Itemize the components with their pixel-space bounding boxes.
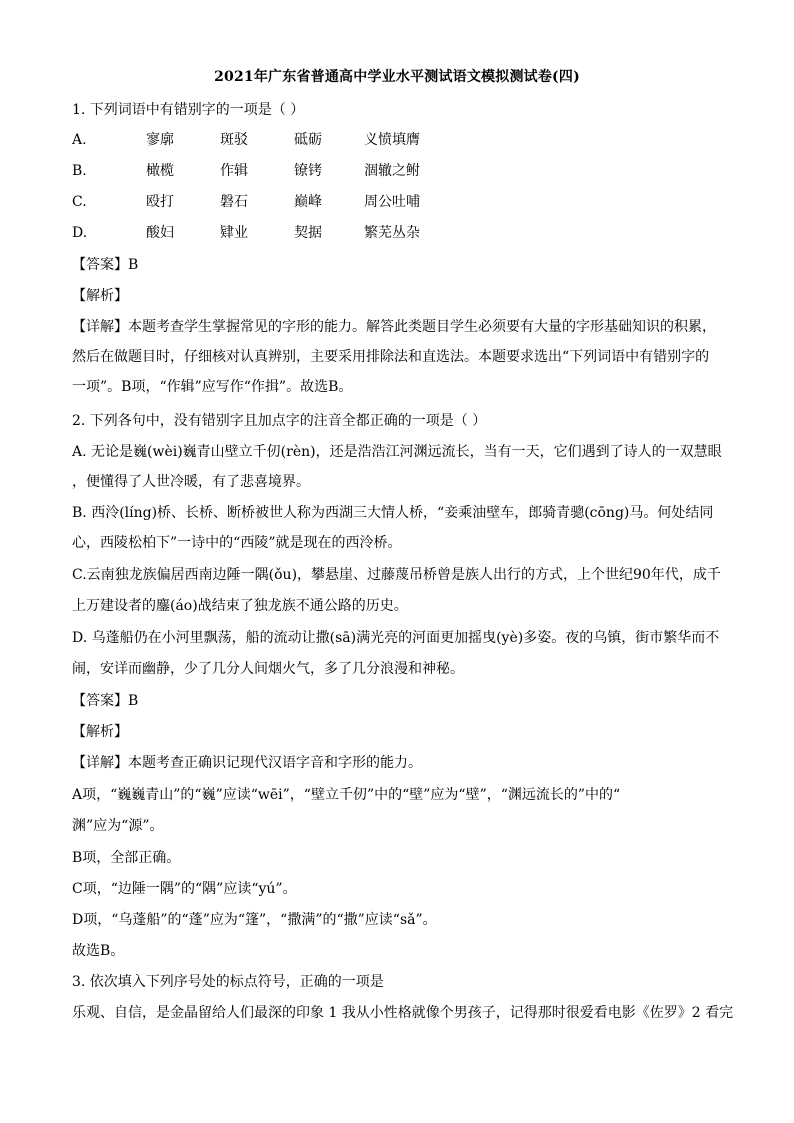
q1-analysis-tag: 【解析】 — [72, 288, 128, 304]
answer-value: B — [128, 257, 139, 273]
option-word: 周公吐哺 — [364, 194, 420, 210]
page-title: 2021年广东省普通高中学业水平测试语文模拟测试卷(四) — [214, 69, 580, 85]
q2-option-line: 上万建设者的鏖(áo)战结束了独龙族不通公路的历史。 — [72, 598, 408, 614]
option-word: 砥砺 — [294, 132, 322, 148]
q2-option-line: C.云南独龙族偏居西南边陲一隅(ǒu)，攀悬崖、过藤蔑吊桥曾是族人出行的方式，上个世纪90年代，成千 — [72, 567, 721, 583]
option-word: 斑驳 — [220, 132, 248, 148]
option-word: 肄业 — [220, 225, 248, 241]
q1-detail-line: 然后在做题目时，仔细核对认真辨别，主要采用排除法和直选法。本题要求选出“下列词语中有错别字的 — [72, 349, 710, 365]
q2-answer — [72, 691, 138, 711]
q2-analysis-tag: 【解析】 — [72, 724, 128, 740]
option-word: 磐石 — [220, 194, 248, 210]
option-word: 作辑 — [220, 163, 248, 179]
q2-detail-line: A项，“巍巍青山”的“巍”应读“wēi”，“壁立千仞”中的“壁”应为“壁”，“渊远流长的”中的“ — [72, 787, 621, 803]
option-word: 橄榄 — [146, 163, 174, 179]
q2-option-line: 心，西陵松柏下”一诗中的“西陵”就是现在的西泠桥。 — [72, 535, 402, 551]
q2-option-line: D. 乌蓬船仍在小河里飘荡，船的流动让撒(sā)满光亮的河面更加摇曳(yè)多姿。夜的乌镇，街市繁华而不 — [72, 630, 720, 646]
q2-detail-line: 故选B。 — [72, 943, 125, 959]
option-word: 繁芜丛杂 — [364, 225, 420, 241]
q2-detail-line: 【详解】本题考查正确识记现代汉语字音和字形的能力。 — [72, 755, 422, 771]
option-word: 义愤填膺 — [364, 132, 420, 148]
q1-detail-line: 一项”。B项，“作辑”应写作“作揖”。故选B。 — [72, 379, 353, 395]
q3-stem: 3. 依次填入下列序号处的标点符号，正确的一项是 — [72, 974, 384, 990]
option-word: 殴打 — [146, 194, 174, 210]
option-letter: B. — [72, 163, 87, 179]
option-word: 涸辙之鲋 — [364, 163, 420, 179]
q1-answer — [72, 255, 138, 275]
q1-option-a — [72, 130, 474, 150]
option-word: 契据 — [294, 225, 322, 241]
q2-detail-line: 渊”应为“源”。 — [72, 818, 164, 834]
option-letter: A. — [72, 132, 87, 148]
answer-tag: 【答案】 — [72, 693, 128, 709]
q1-detail-line: 【详解】本题考查学生掌握常见的字形的能力。解答此类题目学生必须要有大量的字形基础知识的积累， — [72, 319, 716, 335]
answer-tag: 【答案】 — [72, 257, 128, 273]
q2-option-line: ，便懂得了人世冷暖，有了悲喜境界。 — [72, 474, 310, 490]
q1-option-b — [72, 161, 474, 181]
option-word: 巅峰 — [294, 194, 322, 210]
q2-option-line: A. 无论是巍(wèi)巍青山壁立千仞(rèn)，还是浩浩江河渊远流长，当有一天，它们遇到了诗人的一双慧眼 — [72, 444, 722, 460]
q2-detail-line: D项，“乌蓬船”的“蓬”应为“篷”，“撒满”的“撒”应读“sǎ”。 — [72, 912, 437, 928]
answer-value: B — [128, 693, 139, 709]
q1-option-c — [72, 192, 474, 212]
option-letter: D. — [72, 225, 88, 241]
q1-option-d — [72, 223, 474, 243]
q2-detail-line: B项，全部正确。 — [72, 850, 181, 866]
q2-option-line: 闹，安详而幽静，少了几分人间烟火气，多了几分浪漫和神秘。 — [72, 661, 464, 677]
q3-passage-line: 乐观、自信，是金晶留给人们最深的印象 1 我从小性格就像个男孩子，记得那时很爱看电影《佐罗》2 看完 — [72, 1005, 734, 1021]
q1-stem: 1. 下列词语中有错别字的一项是（ ） — [72, 102, 305, 118]
q2-detail-line: C项，“边陲一隅”的“隅”应读“yú”。 — [72, 881, 297, 897]
q2-stem: 2. 下列各句中，没有错别字且加点字的注音全都正确的一项是（ ） — [72, 413, 487, 429]
option-letter: C. — [72, 194, 87, 210]
option-word: 镣铐 — [294, 163, 322, 179]
q2-option-line: B. 西泠(líng)桥、长桥、断桥被世人称为西湖三大情人桥，“妾乘油壁车，郎骑青骢(cōng)马。何处结同 — [72, 505, 714, 521]
option-word: 酸妇 — [146, 225, 174, 241]
option-word: 寥廓 — [146, 132, 174, 148]
